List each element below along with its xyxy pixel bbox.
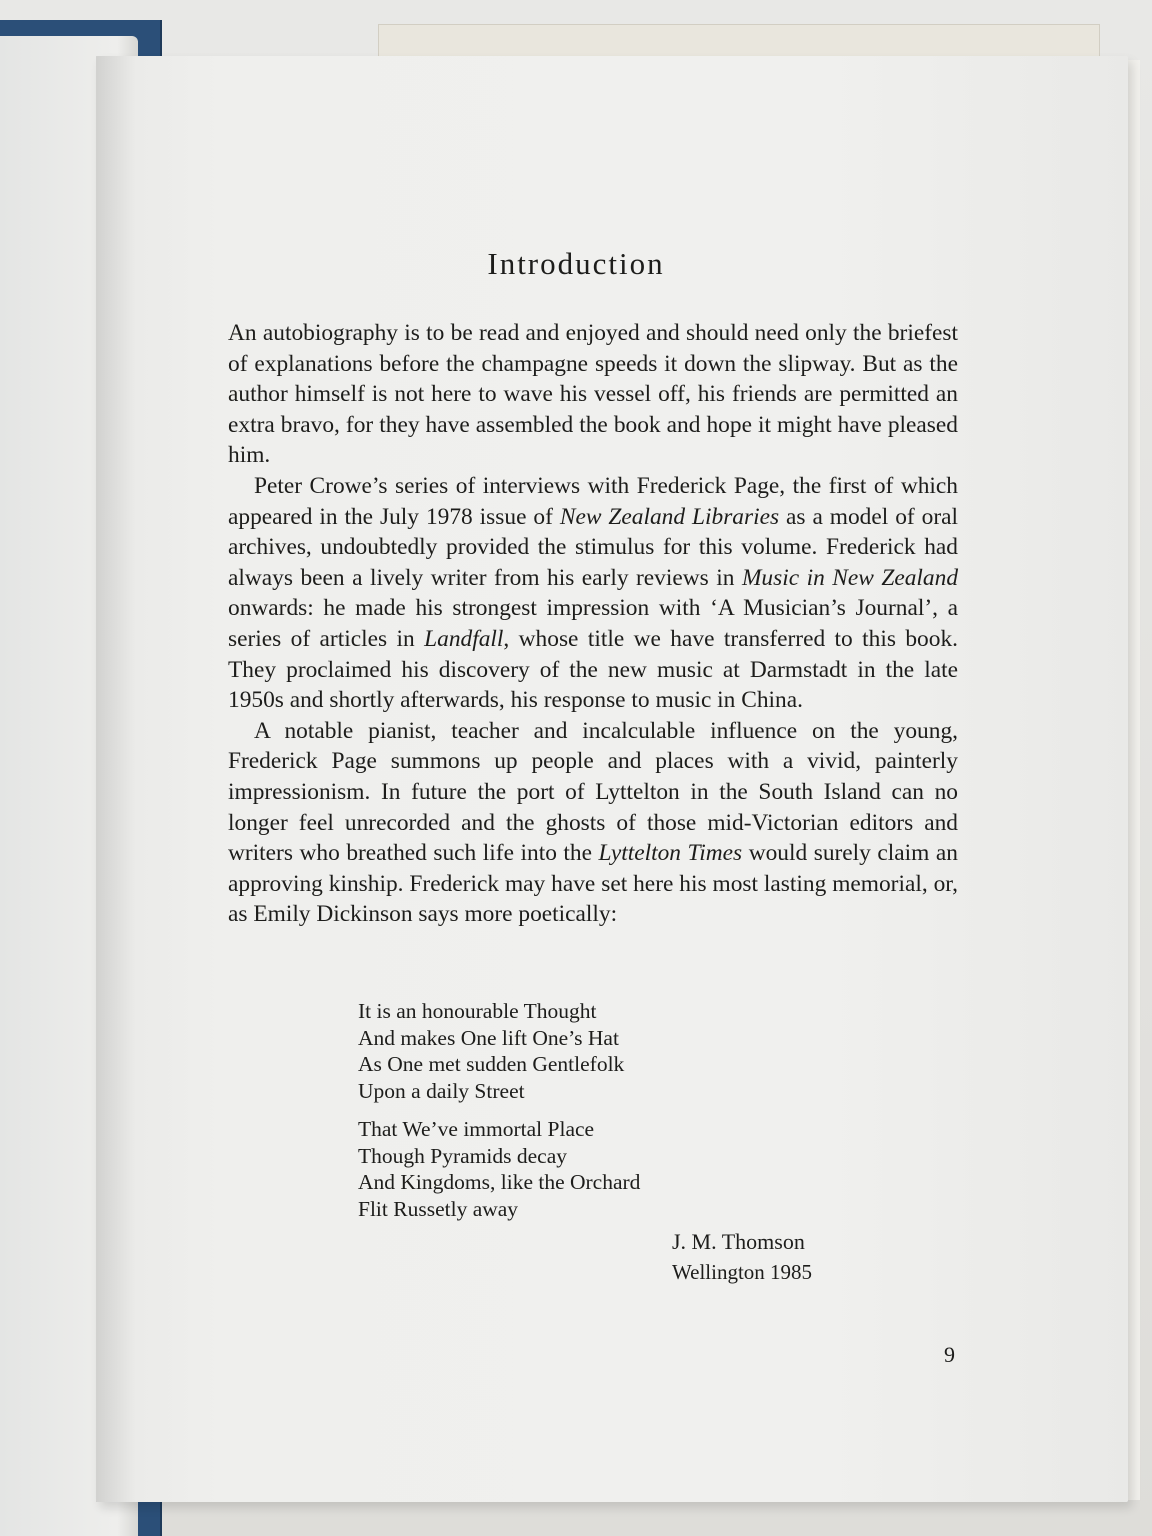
body-paragraph (228, 471, 958, 716)
text-run: Peter Crowe’s series of interviews with Frederick Page, the first of which appeared in the July 1978 issue of (228, 472, 958, 530)
italic-title: Landfall (424, 625, 504, 652)
body-paragraph (228, 716, 958, 930)
text-run: An autobiography is to be read and enjoyed and should need only the briefest of explanations before the champagne speeds it down the slipway. But as the author himself is not here to wave his vessel off, his friends are permitted an extra bravo, for they have assembled the book and hope it might have pleased him. (228, 320, 958, 469)
italic-title: Lyttelton Times (598, 840, 743, 867)
poem-line: And makes One lift One’s Hat (358, 1025, 619, 1050)
italic-title: Music in New Zealand (741, 564, 959, 591)
poem-line: That We’ve immortal Place (358, 1117, 595, 1141)
poem-stanza-2 (358, 1116, 838, 1222)
text-run: as a model of oral archives, undoubtedly provided the stimulus for this volume. Frederick had always been a lively writer from his early reviews in (228, 503, 958, 591)
poem-line: And Kingdoms, like the Orchard (358, 1170, 641, 1194)
poem-line: Flit Russetly away (358, 1196, 519, 1221)
poem-line: Though Pyramids decay (358, 1143, 567, 1168)
text-run: , whose title we have transferred to this book. They proclaimed his discovery of the new music at Darmstadt in the late 1950s and shortly afterwards, his response to music in China. (228, 625, 958, 714)
italic-title: New Zealand Libraries (559, 503, 780, 530)
author-signature: J. M. Thomson (672, 1229, 805, 1254)
poem-line: Upon a daily Street (358, 1078, 525, 1103)
page-number: 9 (944, 1342, 955, 1367)
signature-place-date: Wellington 1985 (672, 1260, 813, 1284)
body-paragraph (228, 318, 958, 471)
text-run: A notable pianist, teacher and incalculable influence on the young, Frederick Page summons up people and places with a vivid, painterly impressionism. In future the port of Lyttelton in the South Island can no longer feel unrecorded and the ghosts of those mid-Victorian editors and writers who breathed such life into the (228, 717, 958, 867)
poem-line: As One met sudden Gentlefolk (358, 1052, 625, 1076)
introduction-body (228, 318, 958, 930)
text-run: onwards: he made his strongest impression with ‘A Musician’s Journal’, a series of articles in (228, 595, 958, 652)
page-title: Introduction (487, 246, 665, 281)
poem-stanza-1 (358, 998, 838, 1104)
poem-line: It is an honourable Thought (358, 999, 597, 1023)
text-run: would surely claim an approving kinship. Frederick may have set here his most lasting memorial, or, as Emily Dickinson says more poetically: (228, 840, 958, 928)
